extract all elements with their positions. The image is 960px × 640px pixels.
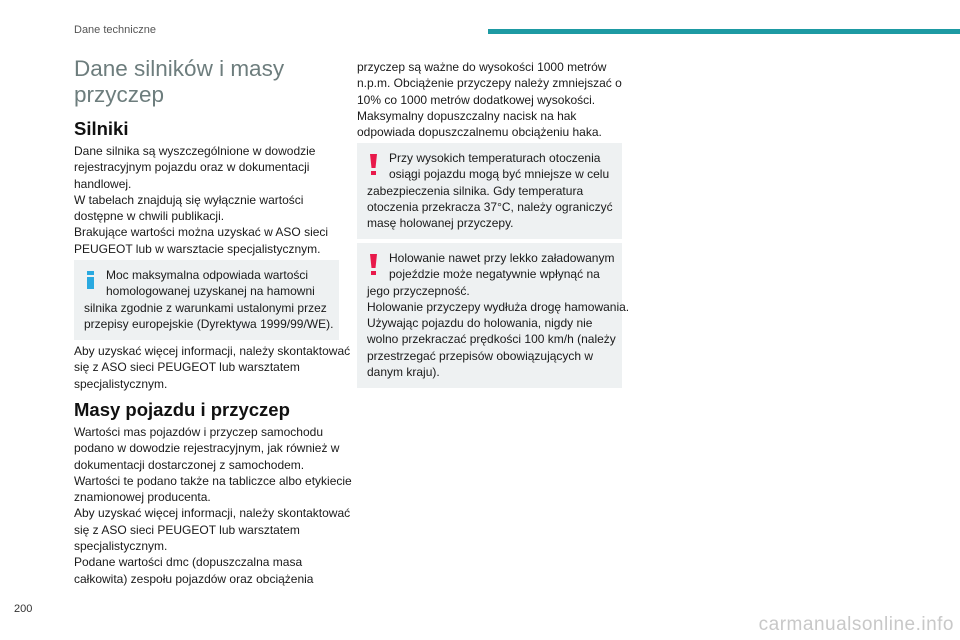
note-line: wolno przekraczać prędkości 100 km/h (należy <box>367 332 616 347</box>
text-line: odpowiada dopuszczalnemu obciążeniu haka. <box>357 125 602 140</box>
text-line: się z ASO sieci PEUGEOT lub warsztatem <box>74 522 300 537</box>
note-line: pojeździe może negatywnie wpłynąć na <box>389 267 600 282</box>
text-line: handlowej. <box>74 176 132 191</box>
note-line: danym kraju). <box>367 365 440 380</box>
text-line: n.p.m. Obciążenie przyczepy należy zmniejszać o <box>357 76 622 91</box>
text-line: Wartości mas pojazdów i przyczep samochodu <box>74 425 323 439</box>
note-line: masę holowanej przyczepy. <box>367 216 514 231</box>
heading-silniki: Silniki <box>74 118 129 139</box>
title-line: przyczep <box>74 82 165 107</box>
text-line: 10% co 1000 metrów dodatkowej wysokości. <box>357 92 596 107</box>
text-line: PEUGEOT lub w warsztacie specjalistycznym. <box>74 241 321 256</box>
text-line: się z ASO sieci PEUGEOT lub warsztatem <box>74 360 300 375</box>
text-line: Aby uzyskać więcej informacji, należy skontaktować <box>74 344 351 358</box>
masy-paragraph <box>74 424 352 587</box>
note-line: Używając pojazdu do holowania, nigdy nie <box>367 316 593 331</box>
warning-note-temperature <box>357 143 622 239</box>
note-line: przestrzegać przepisów obowiązujących w <box>367 348 594 363</box>
watermark: carmanualsonline.info <box>758 614 954 635</box>
note-line: Moc maksymalna odpowiada wartości <box>106 268 309 282</box>
note-line: silnika zgodnie z warunkami ustalonymi przez <box>84 300 327 315</box>
warning-icon <box>370 154 378 176</box>
heading-masy: Masy pojazdu i przyczep <box>74 399 290 420</box>
note-line: osiągi pojazdu mogą być mniejsze w celu <box>389 167 610 182</box>
note-line: Przy wysokich temperaturach otoczenia <box>389 151 601 165</box>
section-header: Dane techniczne <box>74 24 156 36</box>
text-line: przyczep są ważne do wysokości 1000 metrów <box>357 60 607 74</box>
text-line: specjalistycznym. <box>74 539 168 554</box>
page-number: 200 <box>14 603 33 615</box>
right-paragraph <box>357 59 622 140</box>
text-line: Dane silnika są wyszczególnione w dowodzie <box>74 144 316 158</box>
text-line: rejestracyjnym pojazdu oraz w dokumentacji <box>74 160 310 175</box>
note-line: Holowanie przyczepy wydłuża drogę hamowania. <box>367 299 630 314</box>
note-line: przepisy europejskie (Dyrektywa 1999/99/WE). <box>84 316 334 331</box>
text-line: Podane wartości dmc (dopuszczalna masa <box>74 555 303 570</box>
page-title <box>74 56 334 108</box>
note-line: zabezpieczenia silnika. Gdy temperatura <box>367 183 584 198</box>
text-line: Wartości te podano także na tabliczce albo etykiecie <box>74 473 352 488</box>
note-line: otoczenia przekracza 37°C, należy ograniczyć <box>367 199 613 214</box>
text-line: specjalistycznym. <box>74 376 168 391</box>
text-line: dokumentacji dostarczonej z samochodem. <box>74 457 305 472</box>
info-note <box>74 260 339 340</box>
text-line: całkowita) zespołu pojazdów oraz obciążenia <box>74 571 314 586</box>
note-line: homologowanej uzyskanej na hamowni <box>106 284 315 299</box>
text-line: dostępne w chwili publikacji. <box>74 209 225 224</box>
title-line: Dane silników i masy <box>74 56 285 81</box>
text-line: znamionowej producenta. <box>74 490 211 505</box>
contact-paragraph <box>74 343 351 392</box>
warning-note-towing <box>357 243 630 388</box>
text-line: Aby uzyskać więcej informacji, należy skontaktować <box>74 506 351 521</box>
warning-icon <box>370 254 378 276</box>
text-line: Brakujące wartości można uzyskać w ASO sieci <box>74 225 329 240</box>
note-line: Holowanie nawet przy lekko załadowanym <box>389 251 615 265</box>
info-icon <box>87 271 95 289</box>
text-line: Maksymalny dopuszczalny nacisk na hak <box>357 108 577 123</box>
silniki-paragraph <box>74 143 339 257</box>
note-line: jego przyczepność. <box>367 283 470 298</box>
text-line: W tabelach znajdują się wyłącznie wartości <box>74 192 304 207</box>
text-line: podano w dowodzie rejestracyjnym, jak również w <box>74 441 340 456</box>
header-accent-bar <box>488 29 960 34</box>
